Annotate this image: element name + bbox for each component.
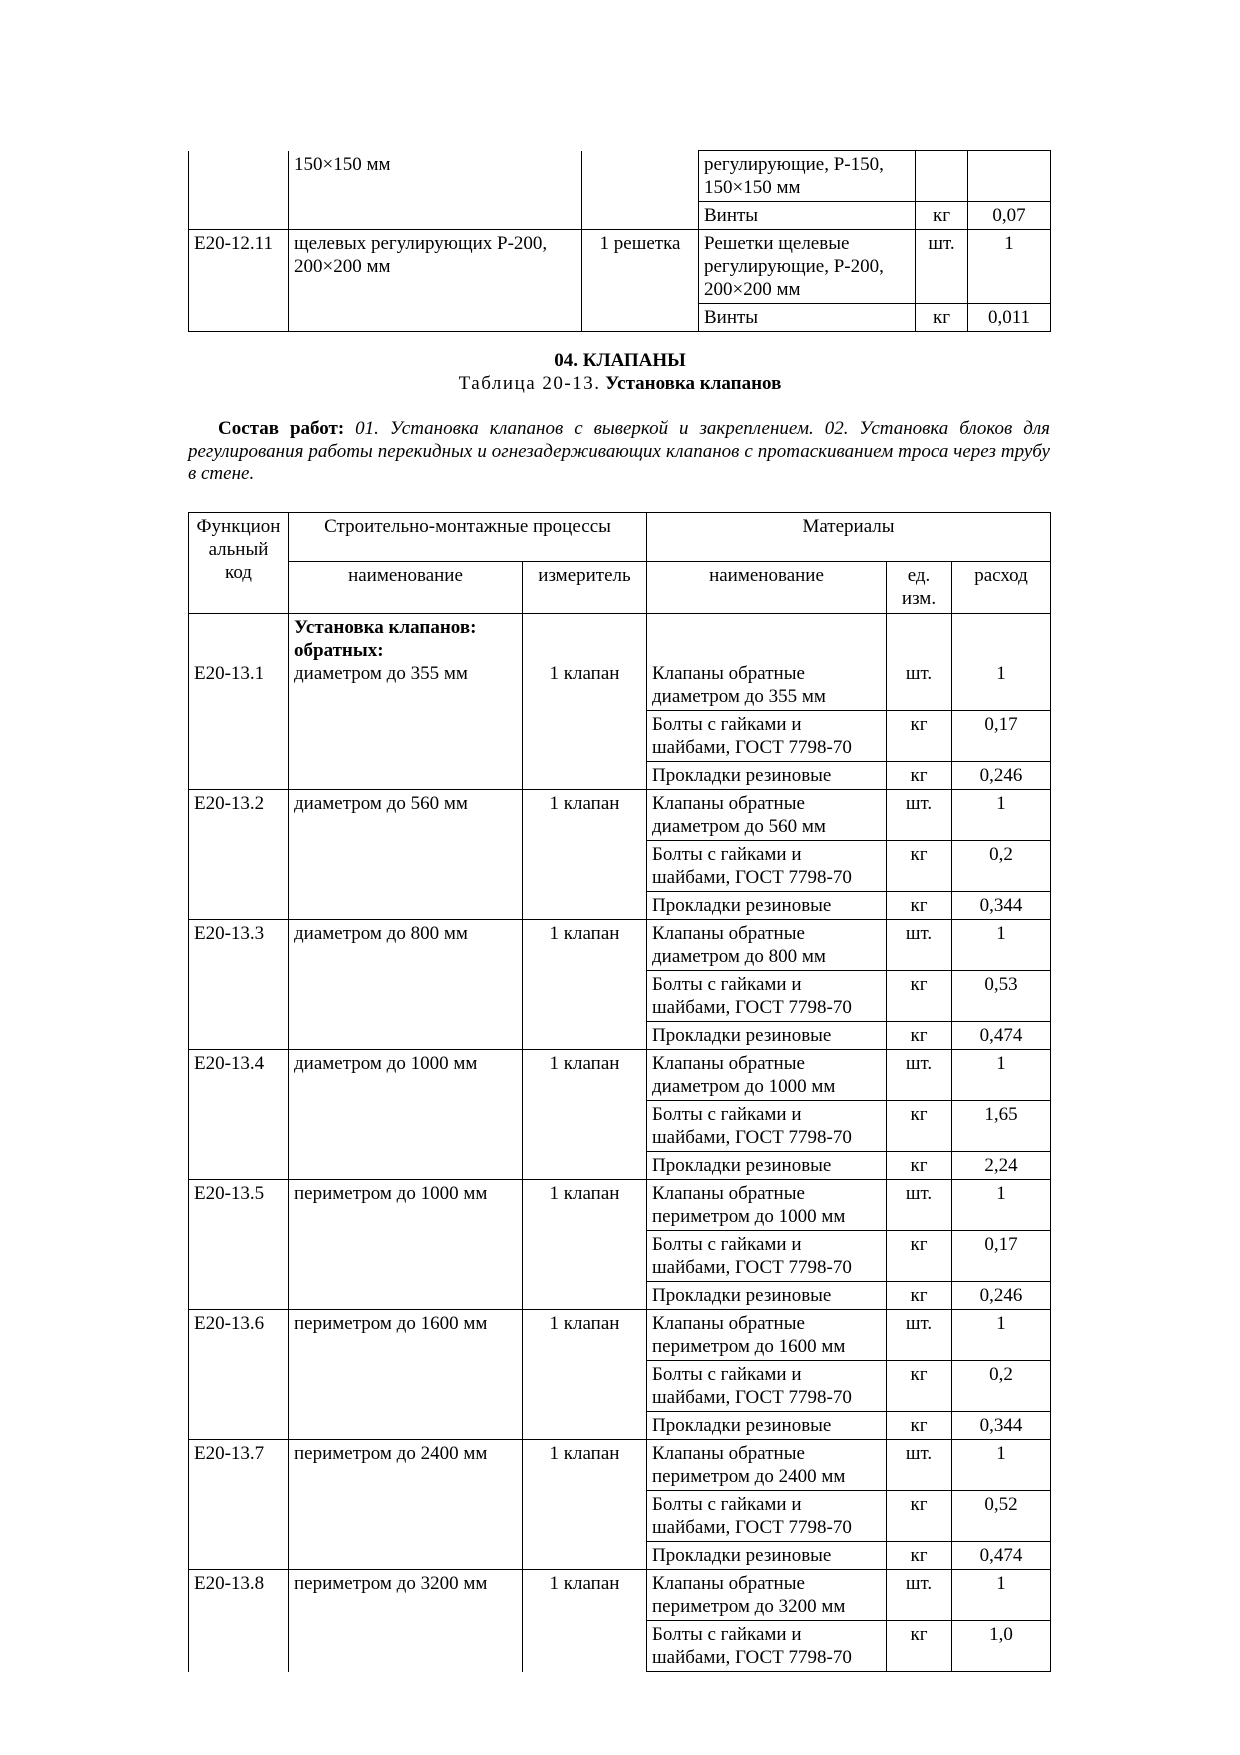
unit-cell: кг [887,1491,952,1542]
qty-cell: 0,474 [952,1022,1051,1050]
table-row [189,614,1051,711]
qty-cell: 0,474 [952,1542,1051,1570]
unit-cell: кг [887,711,952,762]
main-table [188,512,1051,1672]
qty-cell: 1 [952,1180,1051,1231]
section-heading: 04. КЛАПАНЫ [554,350,686,371]
material-name-cell: регулирующие, Р-150, 150×150 мм [699,151,916,202]
unit-cell: шт. [916,230,968,304]
unit-cell: кг [887,841,952,892]
code-cell: Е20-13.1 [189,614,289,790]
unit-cell: кг [916,202,968,230]
unit-cell: кг [887,1361,952,1412]
table-row [189,790,1051,841]
unit-cell [916,151,968,202]
material-name-cell: Клапаны обратные диаметром до 800 мм [647,920,887,971]
process-name-cell [289,614,523,790]
group-title: Установка клапанов: [294,617,477,638]
header-processes: Строительно-монтажные процессы [289,513,647,562]
work-description [188,418,1050,486]
qty-cell: 0,2 [952,841,1051,892]
unit-cell: кг [887,1022,952,1050]
qty-cell: 0,2 [952,1361,1051,1412]
qty-cell: 1,0 [952,1621,1051,1672]
qty-cell: 0,246 [952,762,1051,790]
code-cell: Е20-12.11 [189,230,289,332]
unit-cell: кг [916,304,968,332]
code-cell: Е20-13.2 [189,790,289,920]
material-name-cell: Болты с гайками и шайбами, ГОСТ 7798-70 [647,1231,887,1282]
measure-cell: 1 клапан [523,1310,647,1440]
qty-cell: 1 [968,230,1051,304]
material-name-cell: Клапаны обратные периметром до 1000 мм [647,1180,887,1231]
qty-cell [968,151,1051,202]
qty-cell: 1 [952,920,1051,971]
measure-cell: 1 клапан [523,1180,647,1310]
qty-cell: 1,65 [952,1101,1051,1152]
material-name-cell: Клапаны обратные периметром до 3200 мм [647,1570,887,1621]
code-cell: Е20-13.7 [189,1440,289,1570]
table-row [189,151,1051,202]
unit-cell: шт. [887,1570,952,1621]
material-name-cell: Болты с гайками и шайбами, ГОСТ 7798-70 [647,1361,887,1412]
table-caption [0,373,1240,395]
unit-cell: кг [887,1152,952,1180]
unit-cell: кг [887,762,952,790]
table-row [189,1440,1051,1491]
unit-cell: шт. [887,1310,952,1361]
process-name-cell [289,1180,523,1310]
measure-cell: 1 клапан [523,1050,647,1180]
material-name-cell: Прокладки резиновые [647,892,887,920]
process-name-text: диаметром до 800 мм [294,923,468,944]
measure-cell: 1 клапан [523,790,647,920]
material-name-cell: Клапаны обратные периметром до 2400 мм [647,1440,887,1491]
qty-cell: 0,07 [968,202,1051,230]
table-row [189,1050,1051,1101]
header-row [189,513,1051,562]
work-description-text: 01. Установка клапанов с выверкой и закреплением. 02. Установка блоков для регулирования работы перекидных и огнезадерживающих клапанов с протаскиванием троса через трубу в стене. [188,418,1050,484]
qty-cell: 0,53 [952,971,1051,1022]
process-name-text: диаметром до 1000 мм [294,1053,478,1074]
qty-cell: 1 [952,1440,1051,1491]
header-material-name: наименование [647,562,887,614]
unit-cell: кг [887,1282,952,1310]
material-name-cell: Клапаны обратные диаметром до 355 мм [647,614,887,711]
material-name-cell: Прокладки резиновые [647,1282,887,1310]
header-code: Функцион альный код [189,513,289,614]
qty-cell: 1 [952,614,1051,711]
material-name-cell: Винты [699,304,916,332]
code-cell: Е20-13.5 [189,1180,289,1310]
material-name-cell: Прокладки резиновые [647,1542,887,1570]
measure-cell: 1 клапан [523,1570,647,1672]
qty-cell: 0,011 [968,304,1051,332]
material-name-cell: Болты с гайками и шайбами, ГОСТ 7798-70 [647,971,887,1022]
unit-cell: шт. [887,614,952,711]
measure-cell: 1 клапан [523,614,647,790]
code-cell: Е20-13.8 [189,1570,289,1672]
material-name-cell: Болты с гайками и шайбами, ГОСТ 7798-70 [647,1101,887,1152]
qty-cell: 0,344 [952,892,1051,920]
work-description-lead: Состав работ: [218,418,345,439]
table-caption-title: Установка клапанов [605,373,782,394]
unit-cell: шт. [887,920,952,971]
qty-cell: 2,24 [952,1152,1051,1180]
process-name-cell [289,1440,523,1570]
continuation-table-body [189,151,1051,332]
group-subtitle: обратных: [294,640,384,661]
material-name-cell: Решетки щелевые регулирующие, Р-200, 200×200 мм [699,230,916,304]
header-materials: Материалы [647,513,1051,562]
process-name-text: периметром до 3200 мм [294,1573,488,1594]
process-name-text: диаметром до 355 мм [294,663,468,684]
measure-cell: 1 клапан [523,920,647,1050]
unit-cell: шт. [887,1440,952,1491]
qty-cell: 0,52 [952,1491,1051,1542]
material-name-cell: Болты с гайками и шайбами, ГОСТ 7798-70 [647,711,887,762]
header-unit: ед. изм. [887,562,952,614]
material-name-cell: Прокладки резиновые [647,762,887,790]
process-name-cell [289,1050,523,1180]
unit-cell: кг [887,971,952,1022]
process-name-text: диаметром до 560 мм [294,793,468,814]
material-name-cell: Клапаны обратные диаметром до 560 мм [647,790,887,841]
code-cell: Е20-13.3 [189,920,289,1050]
header-measure: измеритель [523,562,647,614]
qty-cell: 0,344 [952,1412,1051,1440]
table-row [189,1180,1051,1231]
measure-cell [582,151,699,230]
header-row [189,562,1051,614]
main-table-body [189,614,1051,1672]
process-name-text: периметром до 2400 мм [294,1443,488,1464]
header-process-name: наименование [289,562,523,614]
unit-cell: кг [887,1101,952,1152]
qty-cell: 0,17 [952,1231,1051,1282]
unit-cell: кг [887,1412,952,1440]
qty-cell: 1 [952,1310,1051,1361]
measure-cell: 1 решетка [582,230,699,332]
table-caption-label: Таблица 20-13. [458,373,601,394]
code-cell: Е20-13.6 [189,1310,289,1440]
unit-cell: шт. [887,790,952,841]
process-name-text: периметром до 1000 мм [294,1183,488,1204]
unit-cell: шт. [887,1180,952,1231]
material-name-cell: Клапаны обратные периметром до 1600 мм [647,1310,887,1361]
process-name-text: периметром до 1600 мм [294,1313,488,1334]
qty-cell: 0,246 [952,1282,1051,1310]
qty-cell: 1 [952,790,1051,841]
process-name-cell: 150×150 мм [289,151,582,230]
material-name-cell: Прокладки резиновые [647,1412,887,1440]
material-name-cell: Болты с гайками и шайбами, ГОСТ 7798-70 [647,1491,887,1542]
table-row [189,920,1051,971]
qty-cell: 1 [952,1570,1051,1621]
table-row [189,1310,1051,1361]
process-name-cell [289,790,523,920]
process-name-cell [289,920,523,1050]
qty-cell: 0,17 [952,711,1051,762]
material-name-cell: Винты [699,202,916,230]
material-name-cell: Клапаны обратные диаметром до 1000 мм [647,1050,887,1101]
code-cell [189,151,289,230]
material-name-cell: Прокладки резиновые [647,1022,887,1050]
header-qty: расход [952,562,1051,614]
material-name-cell: Болты с гайками и шайбами, ГОСТ 7798-70 [647,1621,887,1672]
unit-cell: кг [887,1542,952,1570]
table-header [189,513,1051,614]
code-cell: Е20-13.4 [189,1050,289,1180]
table-row [189,1570,1051,1621]
material-name-cell: Прокладки резиновые [647,1152,887,1180]
material-name-cell: Болты с гайками и шайбами, ГОСТ 7798-70 [647,841,887,892]
process-name-cell [289,1570,523,1672]
process-name-cell [289,1310,523,1440]
qty-cell: 1 [952,1050,1051,1101]
continuation-table [188,150,1051,332]
unit-cell: кг [887,892,952,920]
process-name-cell: щелевых регулирующих Р-200, 200×200 мм [289,230,582,332]
unit-cell: кг [887,1231,952,1282]
measure-cell: 1 клапан [523,1440,647,1570]
unit-cell: кг [887,1621,952,1672]
unit-cell: шт. [887,1050,952,1101]
table-row [189,230,1051,304]
